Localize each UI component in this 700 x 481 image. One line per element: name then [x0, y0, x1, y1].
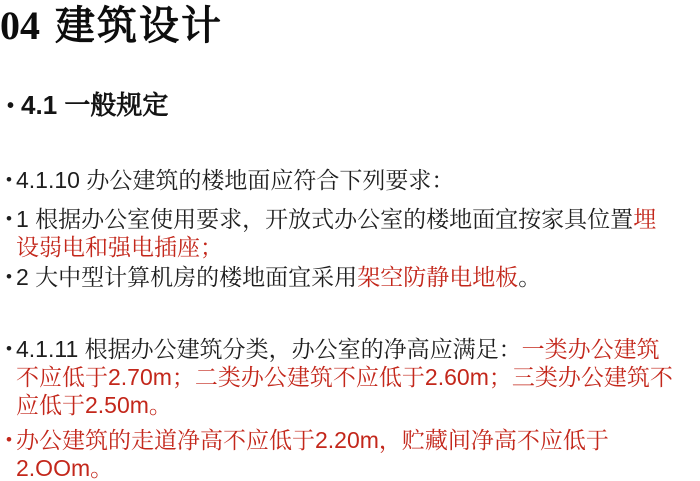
section-heading	[7, 90, 168, 121]
text-line	[16, 335, 700, 363]
paragraph-text	[16, 426, 700, 481]
clause-corridor-height	[6, 426, 700, 481]
text-run: 。	[518, 264, 542, 290]
text-line	[16, 205, 700, 233]
clause-4-1-10	[6, 166, 700, 194]
clause-4-1-11	[6, 335, 700, 419]
text-line	[16, 166, 700, 194]
page-title	[0, 2, 223, 50]
text-run-highlight: 应低于2.50m。	[16, 392, 172, 418]
bullet-icon: •	[6, 430, 12, 449]
text-line	[16, 233, 700, 261]
text-line	[16, 454, 700, 481]
bullet-icon: •	[6, 339, 12, 358]
text-run: 4.1.10 办公建筑的楼地面应符合下列要求：	[16, 167, 455, 193]
text-line	[16, 363, 700, 391]
text-run: 1 根据办公室使用要求，开放式办公室的楼地面宜按家具位置	[16, 206, 634, 232]
text-line	[16, 263, 700, 291]
text-line	[16, 426, 700, 454]
paragraph-text	[16, 205, 700, 261]
text-run-highlight: 架空防静电地板	[357, 264, 519, 290]
paragraph-text	[16, 263, 700, 291]
bullet-icon: •	[6, 209, 12, 228]
text-run-highlight: 不应低于2.70m；二类办公建筑不应低于2.60m；三类办公建筑不	[16, 364, 673, 390]
text-run: 2 大中型计算机房的楼地面宜采用	[16, 264, 358, 290]
bullet-icon: •	[7, 95, 15, 117]
paragraph-text	[16, 335, 700, 419]
text-run-highlight: 2.OOm。	[16, 455, 114, 481]
chapter-title-text: 建筑设计	[55, 3, 223, 48]
text-run-highlight: 一类办公建筑	[521, 336, 660, 362]
text-run-highlight: 设弱电和强电插座；	[16, 234, 223, 260]
paragraph-text	[16, 166, 700, 194]
text-run: 4.1.11 根据办公建筑分类，办公室的净高应满足：	[16, 336, 522, 362]
clause-4-1-10-item-2	[6, 263, 700, 291]
section-heading-text: 4.1 一般规定	[21, 90, 169, 120]
text-run-highlight: 埋	[633, 206, 657, 232]
bullet-icon: •	[6, 170, 12, 189]
text-run-highlight: 办公建筑的走道净高不应低于2.20m，贮藏间净高不应低于	[16, 427, 609, 453]
chapter-number: 04	[0, 3, 40, 48]
clause-4-1-10-item-1	[6, 205, 700, 261]
bullet-icon: •	[6, 267, 12, 286]
text-line	[16, 391, 700, 419]
